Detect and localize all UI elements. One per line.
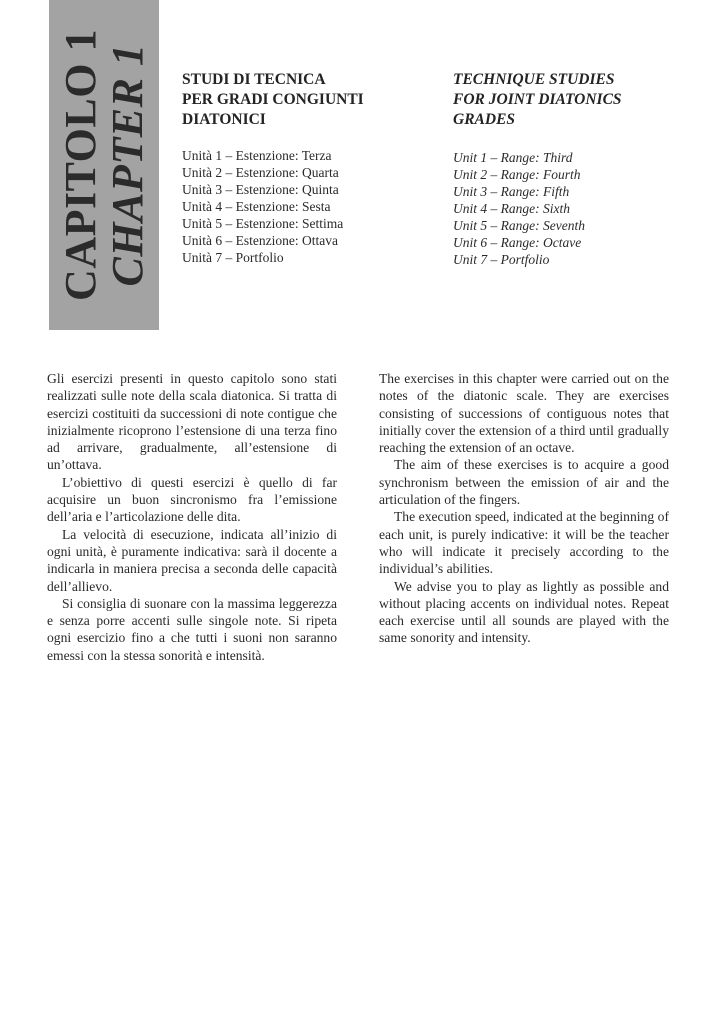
italian-unit-item: Unità 5 – Estenzione: Settima: [182, 216, 344, 231]
italian-unit-item: Unità 6 – Estenzione: Ottava: [182, 233, 338, 248]
italian-heading-line: PER GRADI CONGIUNTI: [182, 91, 364, 108]
italian-paragraph: L’obiettivo di questi esercizi è quello di far acquisire un buon sincronismo fra l’emissione dell’aria e l’articolazione delle dita.: [47, 474, 337, 525]
english-section-heading: [453, 70, 683, 130]
english-paragraph: We advise you to play as lightly as possible and without placing accents on individual notes. Repeat each exercise until all sounds are played with the same sonority and intensity.: [379, 578, 669, 646]
italian-section-heading: [182, 70, 412, 130]
english-unit-item: Unit 7 – Portfolio: [453, 252, 550, 267]
italian-heading-line: STUDI DI TECNICA: [182, 71, 326, 88]
chapter-title-italian: CAPITOLO 1: [56, 29, 105, 301]
italian-unit-item: Unità 2 – Estenzione: Quarta: [182, 165, 339, 180]
italian-unit-item: Unità 1 – Estenzione: Terza: [182, 148, 332, 163]
italian-paragraph: Si consiglia di suonare con la massima leggerezza e senza porre accenti sulle singole note. Si ripeta ogni esercizio fino a che tutti i suoni non saranno emessi con la stessa sonorità e intensità.: [47, 595, 337, 663]
english-body-text: [379, 370, 669, 647]
italian-body-text: [47, 370, 337, 664]
english-unit-item: Unit 6 – Range: Octave: [453, 235, 582, 250]
english-heading-line: GRADES: [453, 111, 516, 128]
italian-unit-item: Unità 4 – Estenzione: Sesta: [182, 199, 331, 214]
italian-unit-list: [182, 147, 412, 266]
english-unit-item: Unit 3 – Range: Fifth: [453, 184, 570, 199]
italian-paragraph: La velocità di esecuzione, indicata all’inizio di ogni unità, è puramente indicativa: sarà il docente a indicarla in maniera precisa a seconda delle capacità dell’allievo.: [47, 526, 337, 594]
italian-heading-line: DIATONICI: [182, 111, 266, 128]
english-unit-item: Unit 4 – Range: Sixth: [453, 201, 570, 216]
english-unit-item: Unit 1 – Range: Third: [453, 150, 573, 165]
english-paragraph: The exercises in this chapter were carried out on the notes of the diatonic scale. They are exercises consisting of successions of contiguous notes that initially cover the extension of a third until gradually reaching the extension of an octave.: [379, 371, 669, 456]
chapter-title: [57, 29, 151, 301]
english-unit-list: [453, 149, 683, 268]
italian-unit-item: Unità 3 – Estenzione: Quinta: [182, 182, 339, 197]
english-unit-item: Unit 2 – Range: Fourth: [453, 167, 581, 182]
english-heading-line: FOR JOINT DIATONICS: [453, 91, 622, 108]
italian-unit-item: Unità 7 – Portfolio: [182, 250, 284, 265]
english-paragraph: The aim of these exercises is to acquire a good synchronism between the emission of air and the articulation of the fingers.: [379, 457, 669, 508]
chapter-band: [49, 0, 159, 330]
english-paragraph: The execution speed, indicated at the beginning of each unit, is purely indicative: it will be the teacher who will indicate it precisely according to the individual’s abilities.: [379, 509, 669, 577]
english-heading-line: TECHNIQUE STUDIES: [453, 71, 615, 88]
chapter-title-english: CHAPTER 1: [103, 43, 152, 287]
english-unit-item: Unit 5 – Range: Seventh: [453, 218, 585, 233]
italian-paragraph: Gli esercizi presenti in questo capitolo sono stati realizzati sulle note della scala diatonica. Si tratta di esercizi costituiti da successioni di note contigue che inizialmente ricoprono l’estensione di una terza fino ad arrivare, gradualmente, all’estensione di un’ottava.: [47, 371, 337, 473]
